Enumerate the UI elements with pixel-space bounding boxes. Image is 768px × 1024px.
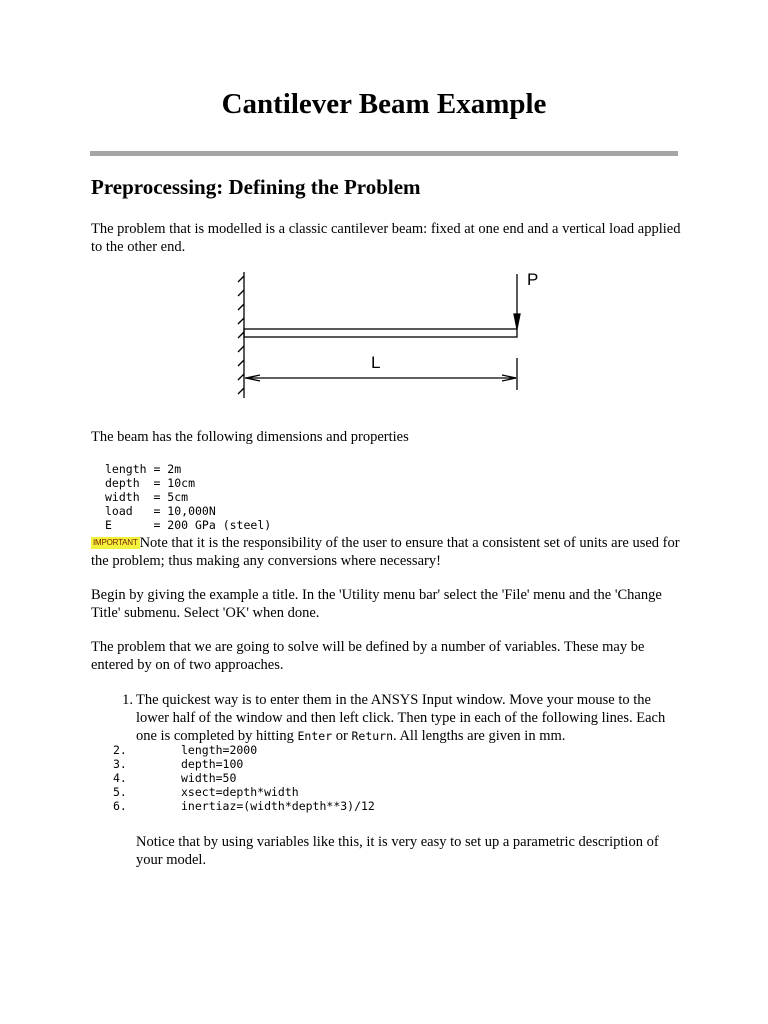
property-line: depth = 10cm [105, 476, 196, 490]
intro-paragraph: The problem that is modelled is a classic cantilever beam: fixed at one end and a vertical load applied to the other end. [91, 221, 681, 255]
horizontal-rule [90, 151, 678, 156]
code-line: length=2000 [181, 743, 258, 757]
beam [244, 329, 517, 337]
property-line: load = 10,000N [105, 504, 216, 518]
code-line: depth=100 [181, 757, 244, 771]
important-note [91, 534, 681, 570]
code-line: width=50 [181, 771, 237, 785]
code-line: inertiaz=(width*depth**3)/12 [181, 799, 375, 813]
property-line: E = 200 GPa (steel) [105, 518, 272, 532]
list-item-1 [136, 691, 681, 745]
or-word: or [332, 728, 352, 744]
page-title: Cantilever Beam Example [221, 88, 547, 120]
title-instructions: Begin by giving the example a title. In the 'Utility menu bar' select the 'File' menu and the 'Change Title' submenu. Select 'OK' when done. [91, 587, 662, 621]
code-number: 4. [113, 771, 127, 785]
important-badge: IMPORTANT [93, 538, 138, 547]
variables-intro: The problem that we are going to solve will be defined by a number of variables. These may be entered by on of two approaches. [91, 639, 645, 673]
list-item-text: . All lengths are given in mm. [393, 728, 566, 744]
property-line: length = 2m [105, 462, 182, 476]
list-number: 1. [122, 692, 133, 708]
important-note-text: Note that it is the responsibility of the user to ensure that a consistent set of units are used for the problem; thus making any conversions where necessary! [91, 535, 680, 569]
load-arrowhead [514, 314, 520, 329]
code-line: xsect=depth*width [181, 785, 299, 799]
code-number: 6. [113, 799, 127, 813]
code-number: 5. [113, 785, 127, 799]
list-item-text: The quickest way is to enter them in the ANSYS Input window. Move your mouse to the lower half of the window and then left click. Then type in each of the following lines. Each one is completed by hitting [136, 692, 666, 744]
length-label: L [371, 353, 381, 372]
enter-key: Enter [297, 729, 333, 743]
property-line: width = 5cm [105, 490, 189, 504]
code-number: 3. [113, 757, 127, 771]
code-number: 2. [113, 743, 127, 757]
return-key: Return [351, 729, 394, 743]
dimensions-intro: The beam has the following dimensions and properties [91, 429, 409, 445]
notice-paragraph: Notice that by using variables like this, it is very easy to set up a parametric description of your model. [136, 834, 659, 868]
wall-hatching [238, 276, 244, 394]
section-heading: Preprocessing: Defining the Problem [91, 175, 421, 199]
load-label: P [527, 270, 539, 289]
cantilever-beam-diagram [230, 268, 540, 403]
